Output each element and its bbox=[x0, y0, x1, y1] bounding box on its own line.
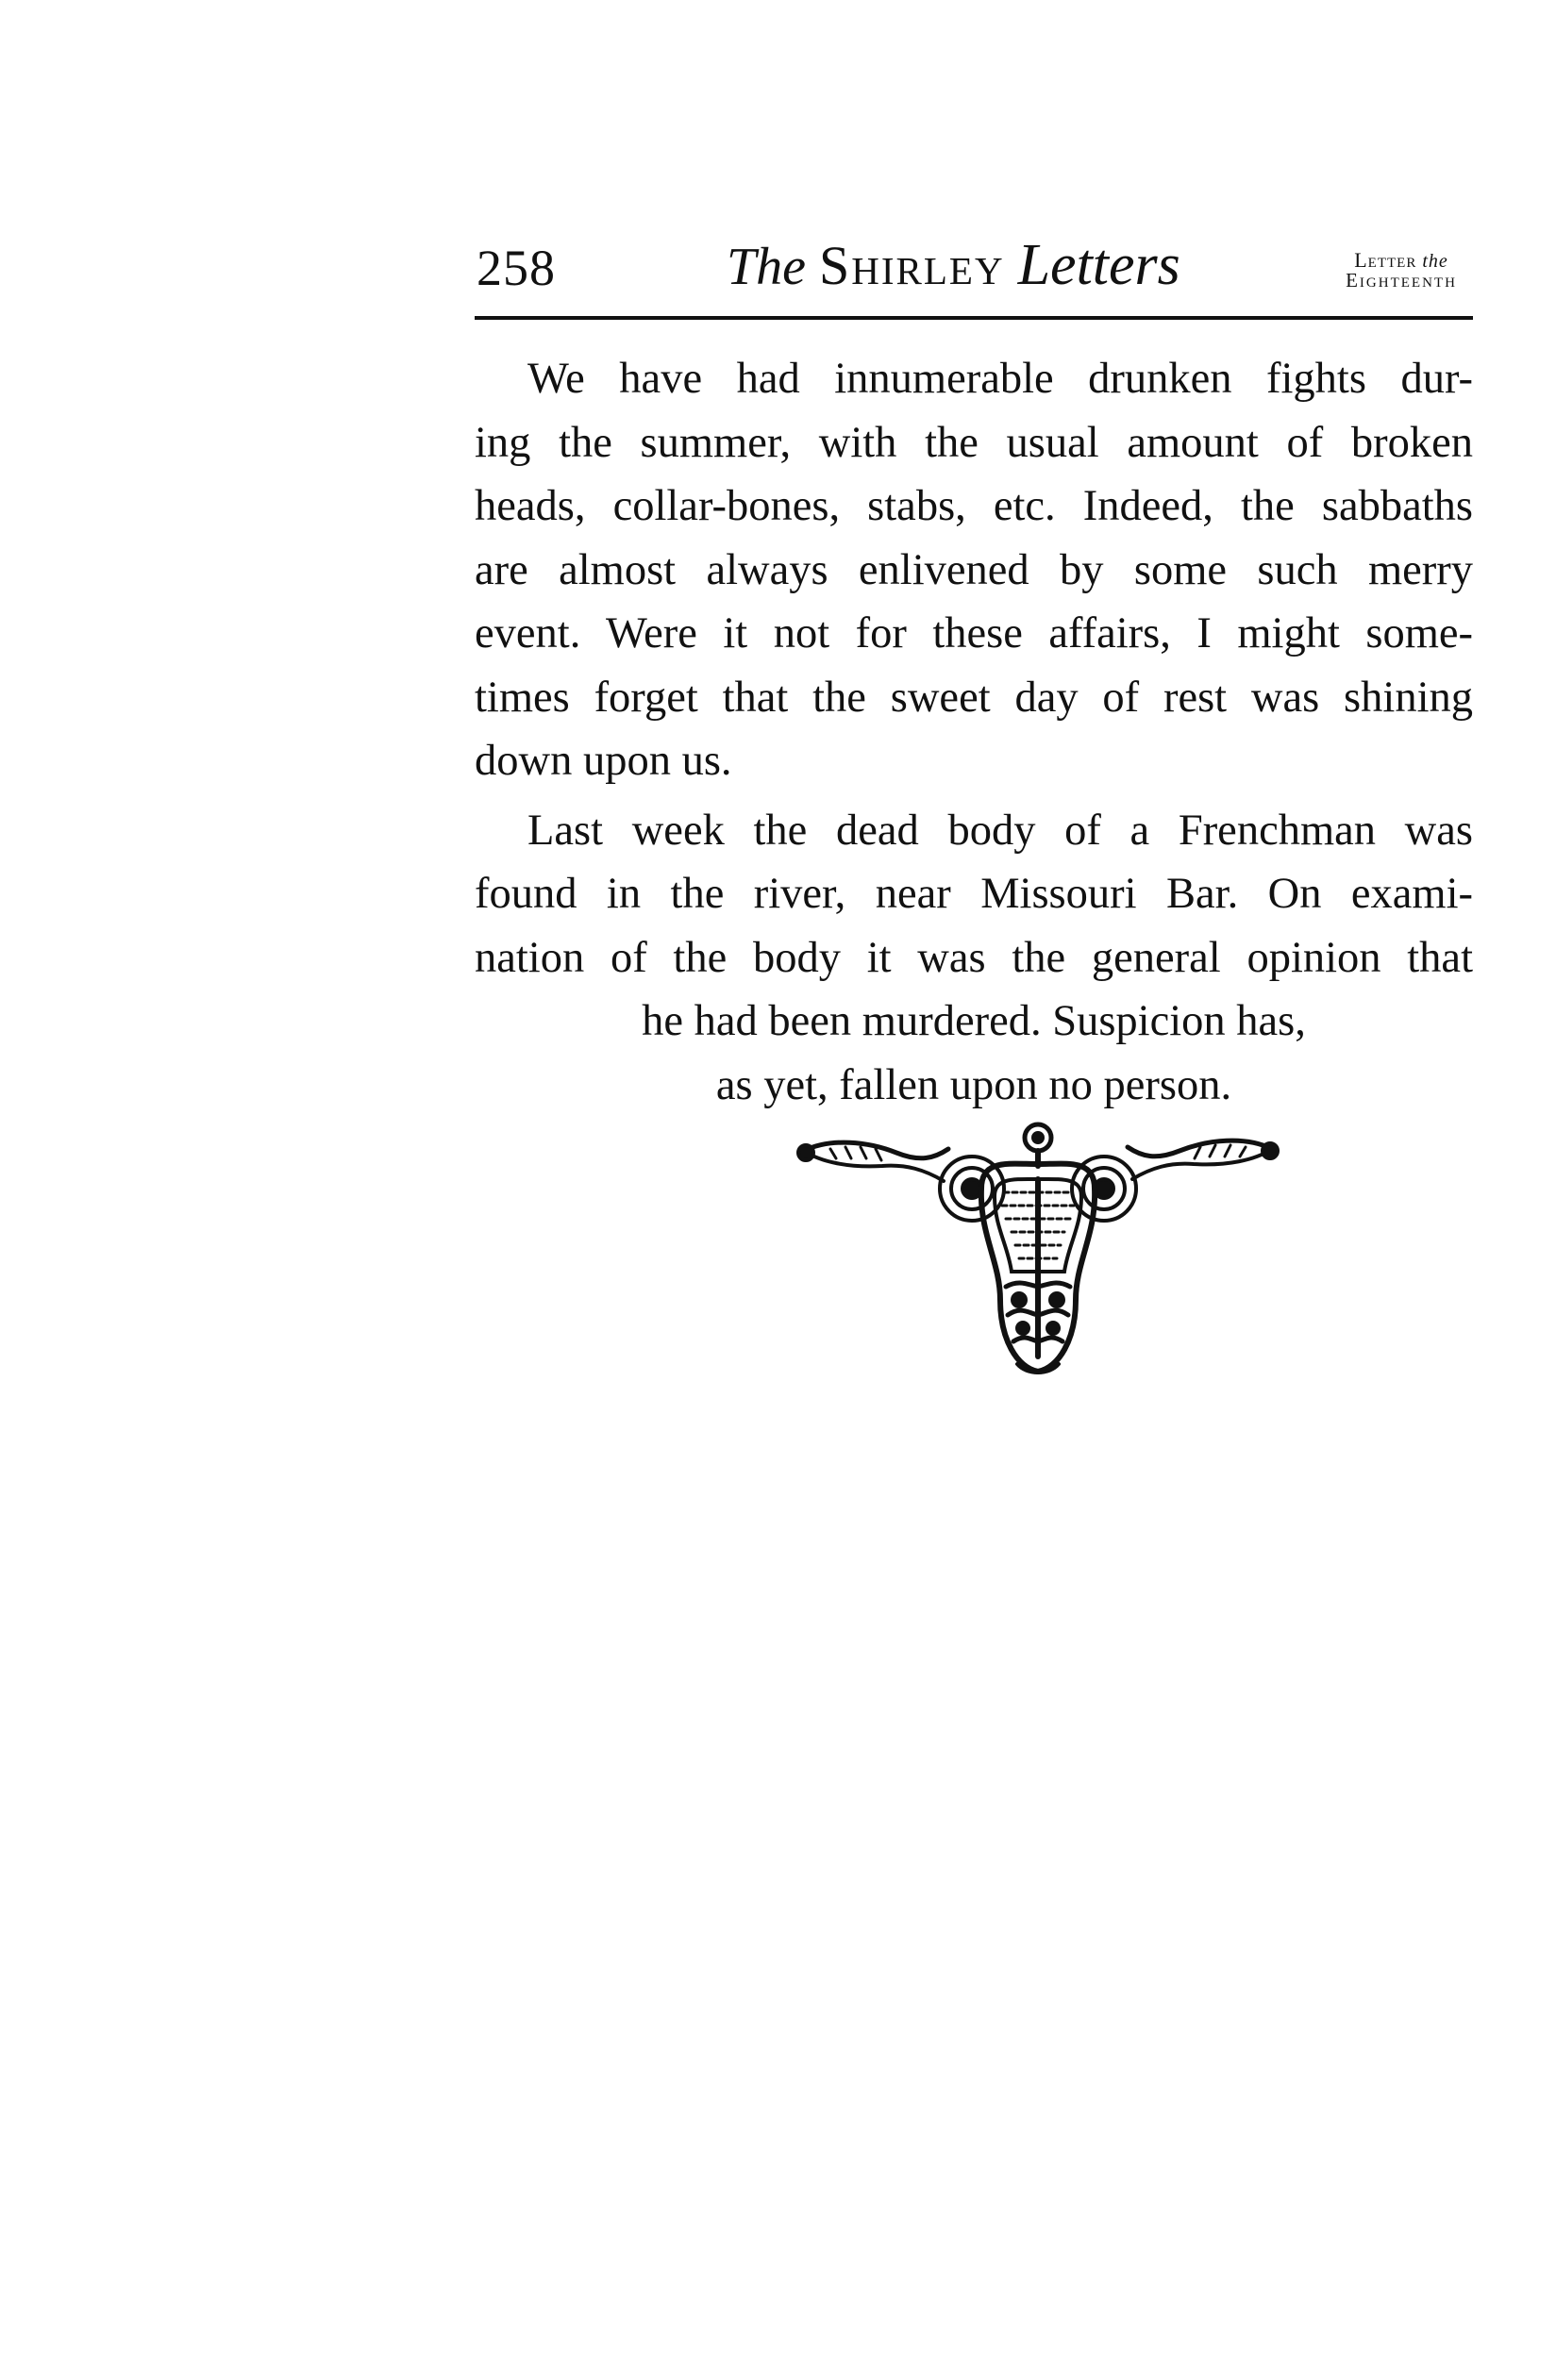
text-line: event. Were it not for these affairs, I might some- bbox=[475, 609, 1473, 657]
body-text bbox=[475, 347, 1473, 1123]
text-line: We have had innumerable drunken fights dur- bbox=[527, 355, 1473, 403]
running-title bbox=[727, 234, 1180, 298]
decorative-tailpiece-ornament-icon bbox=[793, 1121, 1283, 1375]
text-line: are almost always enlivened by some such merry bbox=[475, 545, 1473, 594]
title-shirley: Shirley bbox=[819, 235, 1005, 296]
page-number: 258 bbox=[477, 240, 556, 296]
title-the: The bbox=[727, 238, 806, 296]
section-letter: Letter bbox=[1354, 248, 1417, 272]
text-line: Last week the dead body of a Frenchman was bbox=[527, 806, 1473, 855]
section-the: the bbox=[1422, 251, 1448, 272]
text-line: ing the summer, with the usual amount of broken bbox=[475, 418, 1473, 467]
text-line: down upon us. bbox=[475, 737, 732, 785]
paragraph-2 bbox=[475, 799, 1473, 1118]
paragraph-1 bbox=[475, 347, 1473, 793]
text-line: nation of the body it was the general opinion that bbox=[475, 933, 1473, 982]
section-label bbox=[1330, 248, 1473, 291]
section-label-line1 bbox=[1330, 248, 1473, 272]
header-rule bbox=[475, 316, 1473, 320]
section-ordinal: Eighteenth bbox=[1346, 269, 1457, 291]
running-header bbox=[475, 234, 1473, 309]
text-line: heads, collar-bones, stabs, etc. Indeed, the sabbaths bbox=[475, 482, 1473, 530]
text-line: as yet, fallen upon no person. bbox=[715, 1060, 1232, 1109]
text-line: times forget that the sweet day of rest was shining bbox=[475, 673, 1473, 722]
title-letters: Letters bbox=[1017, 233, 1180, 297]
text-line: found in the river, near Missouri Bar. On exami- bbox=[475, 870, 1473, 918]
text-line: he had been murdered. Suspicion has, bbox=[642, 997, 1306, 1045]
